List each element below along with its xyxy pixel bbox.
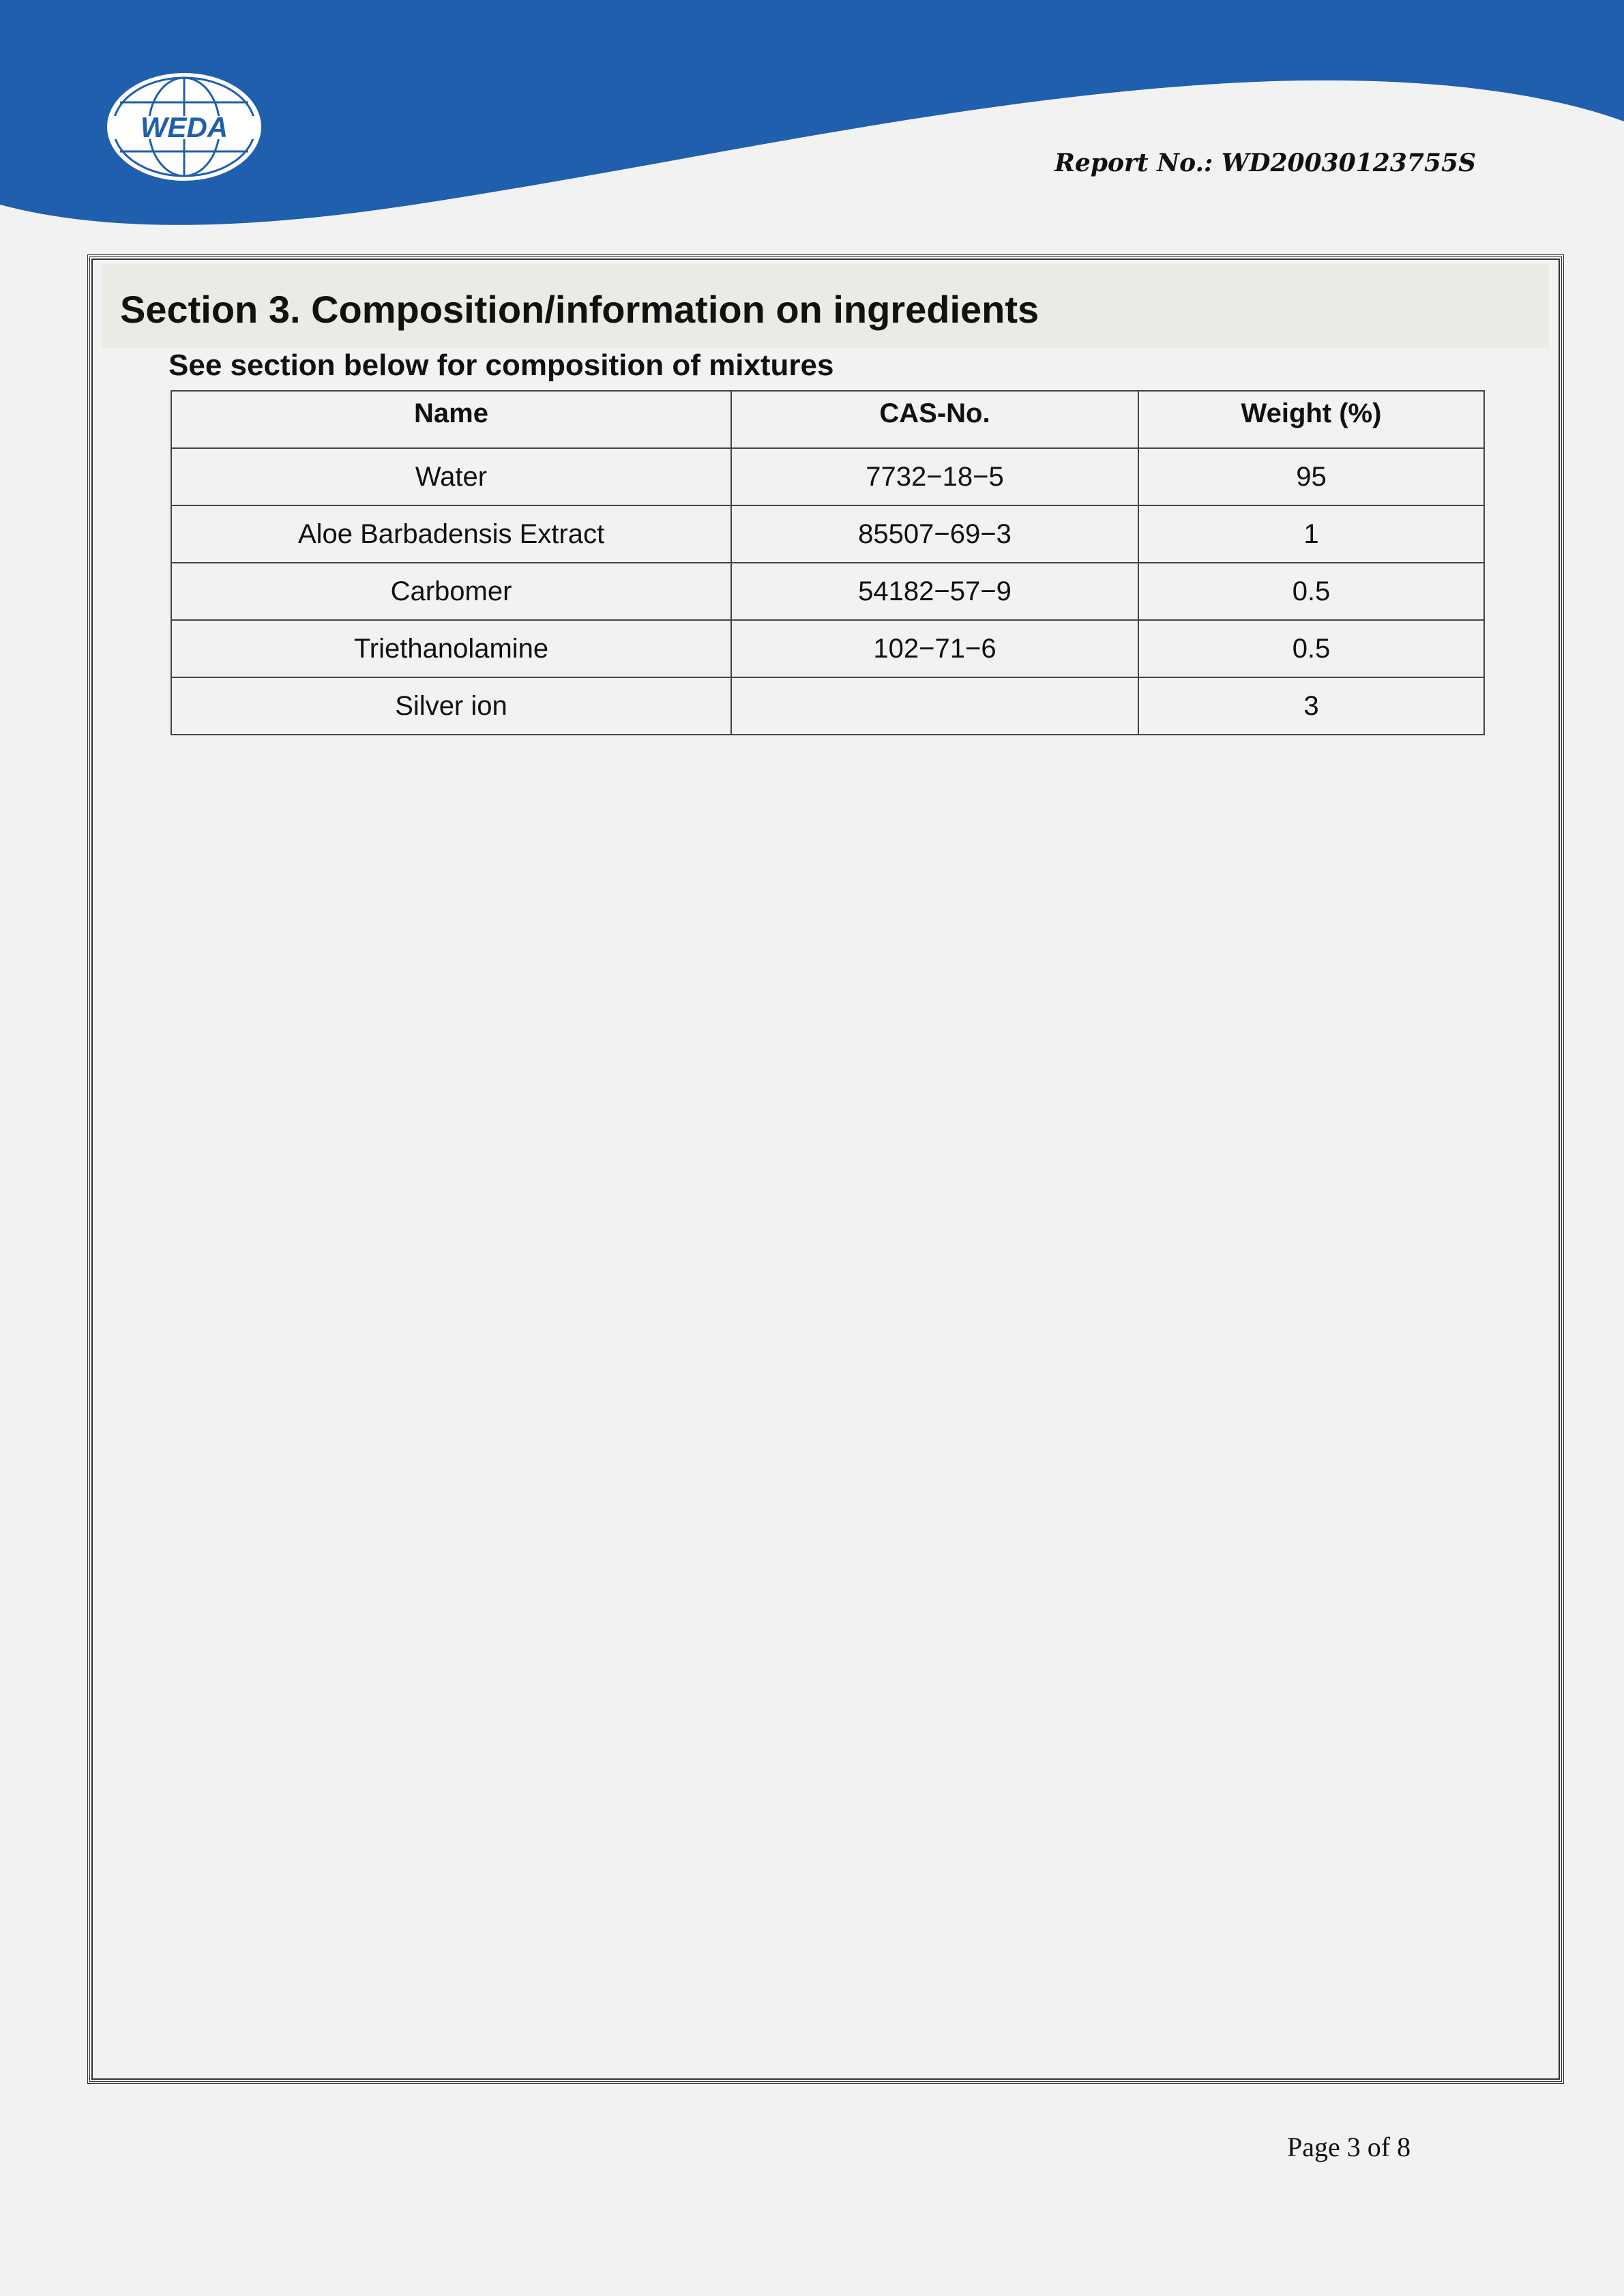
cas-number — [731, 677, 1138, 735]
content-frame — [87, 254, 1564, 2084]
ingredient-name: Triethanolamine — [171, 620, 731, 677]
cas-number: 102−71−6 — [731, 620, 1138, 677]
page-number: Page 3 of 8 — [1287, 2132, 1411, 2162]
ingredient-name: Water — [171, 448, 731, 505]
column-header-cas: CAS-No. — [731, 391, 1138, 448]
table-row — [171, 505, 1484, 563]
table-row — [171, 677, 1484, 735]
weight-percent: 0.5 — [1138, 563, 1484, 620]
table-row — [171, 620, 1484, 677]
cas-number: 54182−57−9 — [731, 563, 1138, 620]
ingredient-name: Aloe Barbadensis Extract — [171, 505, 731, 563]
weight-percent: 95 — [1138, 448, 1484, 505]
cas-number: 85507−69−3 — [731, 505, 1138, 563]
composition-table — [171, 390, 1485, 735]
table-header-row — [171, 391, 1484, 448]
section-title: Section 3. Composition/information on ingredients — [120, 288, 1039, 331]
section-header-band — [102, 264, 1549, 349]
cas-number: 7732−18−5 — [731, 448, 1138, 505]
ingredient-name: Silver ion — [171, 677, 731, 735]
table-row — [171, 563, 1484, 620]
report-number: Report No.: WD20030123755S — [1054, 149, 1476, 177]
table-row — [171, 448, 1484, 505]
section-subtitle: See section below for composition of mixtures — [168, 349, 834, 382]
column-header-weight: Weight (%) — [1138, 391, 1484, 448]
weight-percent: 3 — [1138, 677, 1484, 735]
ingredient-name: Carbomer — [171, 563, 731, 620]
weight-percent: 1 — [1138, 505, 1484, 563]
column-header-name: Name — [171, 391, 731, 448]
weight-percent: 0.5 — [1138, 620, 1484, 677]
weda-logo — [102, 68, 266, 186]
logo-text: WEDA — [140, 111, 228, 143]
